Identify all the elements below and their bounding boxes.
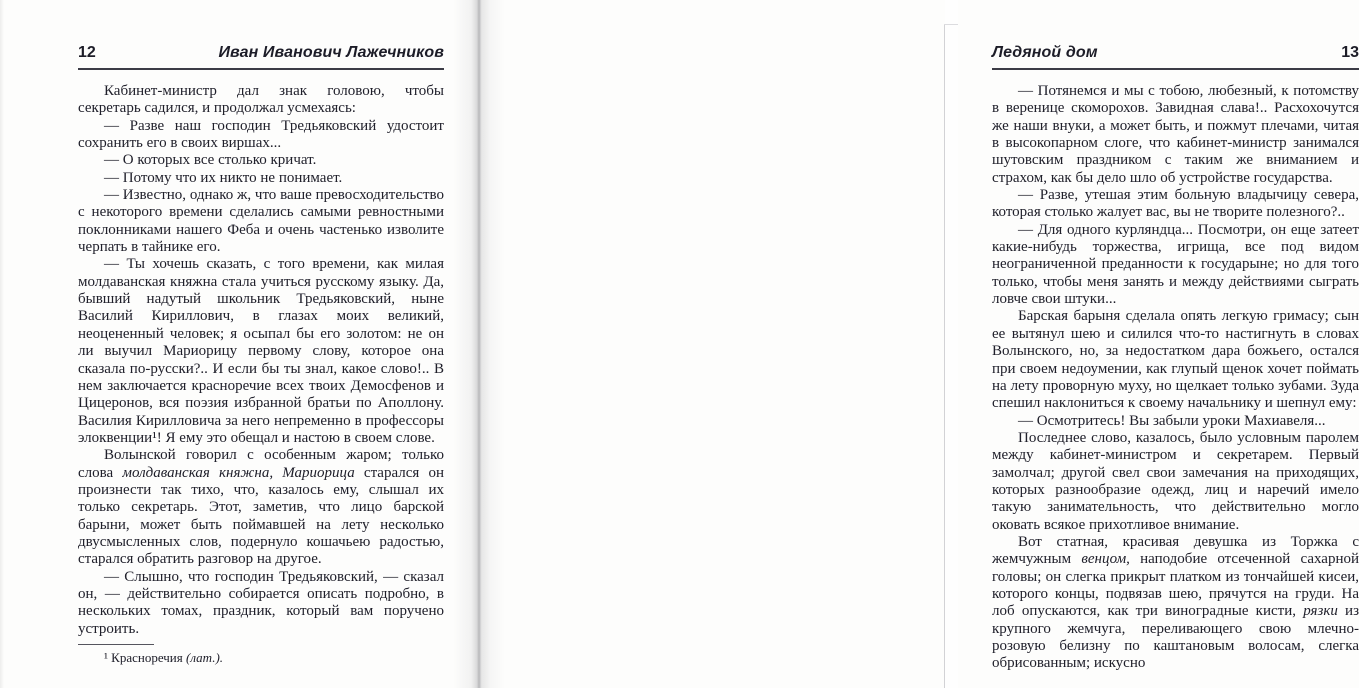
- scan-right-margin: [945, 0, 958, 688]
- paragraph: [78, 447, 444, 568]
- italic-text-run: венцом,: [1081, 551, 1130, 568]
- page-gutter-shadow: [453, 0, 505, 688]
- paragraph: [992, 187, 1359, 222]
- page-left-content: [78, 44, 444, 666]
- text-run: старался он произнести так тихо, что, казалось ему, слышал их только секретарь. Этот, заметив, что лицо барской барыни, может быть поймавшей на лету несколько двусмысленных слов, подернуло кошачьею радостью, старался обратить разговор на другое.: [78, 464, 445, 568]
- text-run: Вот статная, красивая девушка из Торжка с жемчужным: [992, 533, 1359, 568]
- running-title-author: Иван Иванович Лажечников: [218, 44, 444, 61]
- footnote-rule: [78, 644, 154, 645]
- running-head-left: [78, 44, 444, 70]
- scan-left-edge-shade: [0, 0, 4, 688]
- paragraph: [78, 170, 444, 187]
- paragraph: [78, 187, 444, 256]
- paragraph: [992, 308, 1359, 412]
- paragraph: [992, 534, 1359, 673]
- text-run: — Для одного курляндца... Посмотри, он еще затеет какие-нибудь торжества, игрища, все под видом неограниченной преданности к государыне; но для того только, чтобы меня занять и между действиями сыграть ловче свои штуки...: [992, 221, 1359, 308]
- italic-text-run: рязки: [1303, 603, 1338, 620]
- text-run: из крупного жемчуга, переливающего свою млечно-розовую белизну по каштановым волосам, слегка обрисованным; искусно: [992, 603, 1359, 672]
- text-run: Волынской говорил с особенным жаром; только слова: [78, 447, 444, 481]
- italic-text-run: (лат.).: [186, 650, 224, 665]
- page-left: [0, 0, 479, 688]
- text-run: — Потому что их никто не понимает.: [104, 169, 343, 186]
- text-run: Барская барыня сделала опять легкую гримасу; сын ее вытянул шею и силился что-то настигнуть в словах Волынского, но, за недостатком дара божьего, остался при своем недоумении, как глупый щенок хочет поймать на лету проворную муху, но щелкает только зубами. Зуда спешил наклониться к своему начальнику и шепнул ему:: [992, 308, 1359, 412]
- text-run: — О которых все столько кричат.: [104, 152, 317, 169]
- page-number-left: 12: [78, 44, 96, 61]
- text-run: ¹ Красноречия: [104, 650, 186, 665]
- page-body-right: [992, 83, 1359, 673]
- footnote: [78, 644, 444, 666]
- text-run: Последнее слово, казалось, было условным паролем между кабинет-министром и секретарем. Первый замолчал; другой свел свои замечания на приходящих, которых разнообразие одежд, лиц и наречий имело такую занимательность, что действительно могло оковать всякое прихотливое внимание.: [992, 429, 1359, 533]
- text-run: наподобие отсеченной сахарной головы; он слегка прикрыт платком из тончайшей кисеи, которого концы, подвязав шею, прячутся на груди. На лоб опускаются, как три виноградные кисти,: [992, 551, 1359, 620]
- page-body-left: [78, 83, 444, 638]
- paragraph: [78, 118, 444, 153]
- paragraph: [78, 152, 444, 169]
- text-run: — Известно, однако ж, что ваше превосходительство с некоторого времени сделались самыми ревностными поклонниками нашего Феба и очень частенько изволите черпать в тайнике его.: [78, 187, 444, 256]
- paragraph: [78, 256, 444, 447]
- text-run: Кабинет-министр дал знак головою, чтобы секретарь садился, и продолжал усмехаясь:: [78, 83, 444, 117]
- text-run: — Ты хочешь сказать, с того времени, как милая молдаванская княжна стала учиться русскому языку. Да, бывший надутый школьник Тредьяковский, ныне Василий Кириллович, в глазах моих великий, неоцененный человек; я осыпал бы его золотом: не он ли выучил Мариорицу первому слову, которое она сказала по-русски?.. И если бы ты знал, какое слово!.. В нем заключается красноречие всех твоих Демосфенов и Цицеронов, вся поэзия избранной братьи по Аполлону. Василия Кирилловича за него непременно в профессоры элоквенции¹! Я ему это обещал и настою в своем слове.: [78, 256, 444, 446]
- paragraph: [992, 83, 1359, 187]
- italic-text-run: молдаванская княжна, Мариорица: [122, 464, 355, 481]
- scan-page-edge-vertical: [944, 24, 945, 688]
- paragraph: [992, 413, 1359, 430]
- text-run: — Осмотритесь! Вы забыли уроки Махиавеля...: [1018, 412, 1326, 429]
- paragraph: [78, 569, 444, 638]
- page-number-right: 13: [1341, 44, 1359, 61]
- text-run: — Разве наш господин Тредьяковский удостоит сохранить его в своих виршах...: [78, 117, 444, 152]
- text-run: — Потянемся и мы с тобою, любезный, к потомству в веренице скоморохов. Завидная слава!.. Расхохочутся же наши внуки, а может быть, и пожмут плечами, читая в высокопарном слоге, что кабинет-министр занимался шутовским праздником с таким же вниманием и страхом, как бы дело шло об устройстве государства.: [992, 83, 1359, 186]
- paragraph: [992, 430, 1359, 534]
- footnote-text: [78, 650, 444, 666]
- text-run: — Слышно, что господин Тредьяковский, — сказал он, — действительно собирается описать подробно, в нескольких томах, праздник, который вам поручено устроить.: [78, 568, 444, 637]
- running-head-right: [992, 44, 1359, 70]
- page-right: [479, 0, 1359, 688]
- paragraph: [992, 222, 1359, 309]
- paragraph: [78, 83, 444, 118]
- text-run: — Разве, утешая этим больную владычицу севера, которая столько жалует вас, вы не творите полезного?..: [992, 187, 1359, 221]
- running-title-book: Ледяной дом: [992, 44, 1098, 61]
- scan-page-edge-horizontal: [944, 24, 958, 25]
- page-right-content: [992, 44, 1359, 673]
